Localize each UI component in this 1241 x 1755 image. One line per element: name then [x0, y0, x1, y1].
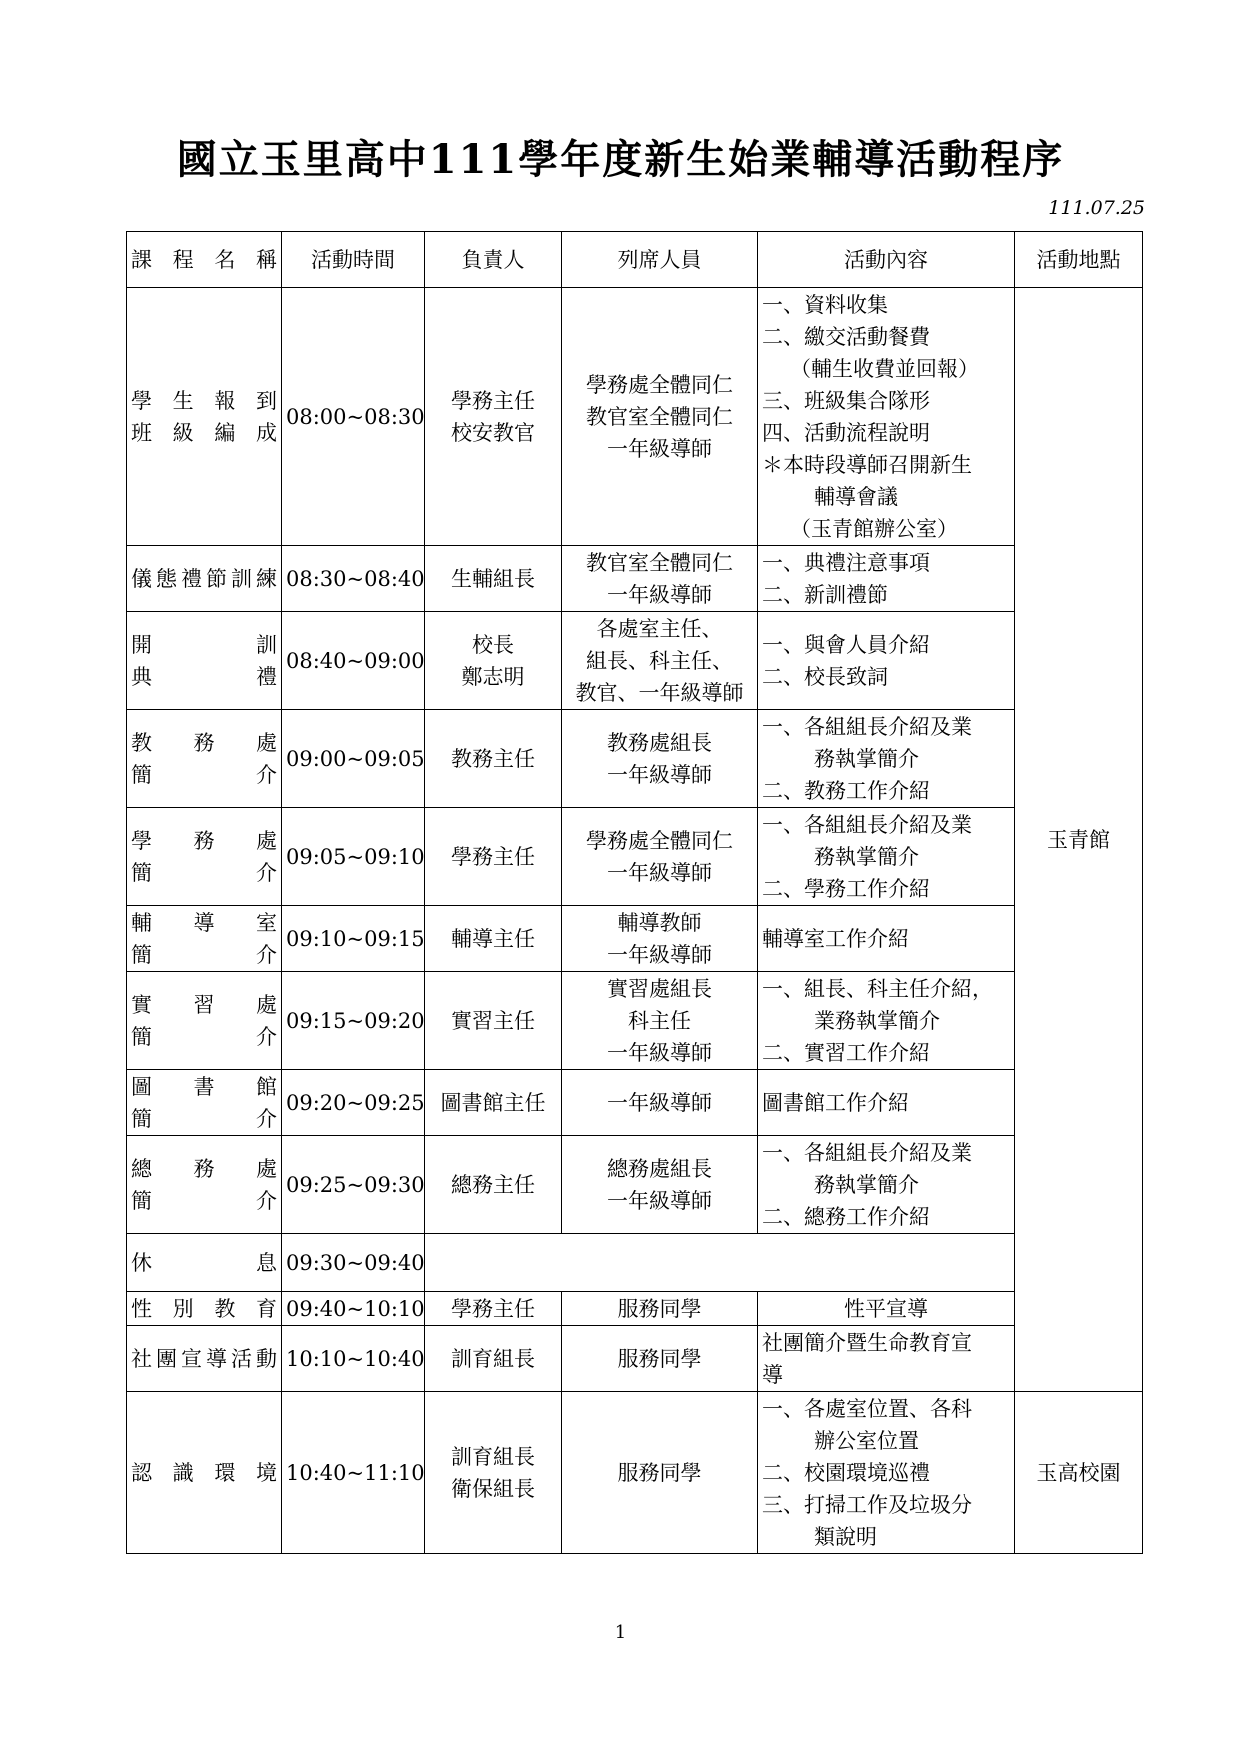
activity-content: 一、資料收集 二、繳交活動餐費 （輔生收費並回報） 三、班級集合隊形 四、活動流程說明 ＊本時段導師召開新生 輔導會議 （玉青館辦公室）: [758, 288, 1015, 546]
document-title: 國立玉里高中111學年度新生始業輔導活動程序: [176, 136, 1065, 183]
table-row: [127, 972, 1143, 1070]
course-name: 開 訓 典 禮: [127, 612, 282, 710]
owner: 學務主任: [425, 1292, 562, 1326]
owner: 校長 鄭志明: [425, 612, 562, 710]
course-name: 休 息: [127, 1234, 282, 1292]
table-row: [127, 1136, 1143, 1234]
table-row: [127, 1070, 1143, 1136]
table-row: [127, 288, 1143, 546]
table-row: [127, 808, 1143, 906]
activity-time: 09:10~09:15: [282, 906, 425, 972]
activity-content: 一、組長、科主任介紹， 業務執掌簡介 二、實習工作介紹: [758, 972, 1015, 1070]
activity-content: 一、與會人員介紹 二、校長致詞: [758, 612, 1015, 710]
course-name: 實 習 處 簡 介: [127, 972, 282, 1070]
owner: 總務主任: [425, 1136, 562, 1234]
activity-time: 09:25~09:30: [282, 1136, 425, 1234]
course-name: 總 務 處 簡 介: [127, 1136, 282, 1234]
header-attend: 列席人員: [562, 232, 758, 288]
attendees: 總務處組長 一年級導師: [562, 1136, 758, 1234]
attendees: 教務處組長 一年級導師: [562, 710, 758, 808]
attendees: 服務同學: [562, 1292, 758, 1326]
attendees: 實習處組長 科主任 一年級導師: [562, 972, 758, 1070]
table-row: [127, 1292, 1143, 1326]
activity-content: 圖書館工作介紹: [758, 1070, 1015, 1136]
header-content: 活動內容: [758, 232, 1015, 288]
activity-content: 一、各組組長介紹及業 務執掌簡介 二、教務工作介紹: [758, 710, 1015, 808]
owner: 學務主任: [425, 808, 562, 906]
course-name: 學 務 處 簡 介: [127, 808, 282, 906]
course-name: 儀態禮節訓練: [127, 546, 282, 612]
header-owner: 負責人: [425, 232, 562, 288]
header-course: 課 程 名 稱: [127, 232, 282, 288]
table-row: [127, 1326, 1143, 1392]
table-row: [127, 1234, 1143, 1292]
attendees: 服務同學: [562, 1392, 758, 1554]
activity-content: 一、各組組長介紹及業 務執掌簡介 二、學務工作介紹: [758, 808, 1015, 906]
owner: 訓育組長: [425, 1326, 562, 1392]
course-name: 性 別 教 育: [127, 1292, 282, 1326]
attendees: 學務處全體同仁 一年級導師: [562, 808, 758, 906]
activity-content: 社團簡介暨生命教育宣 導: [758, 1326, 1015, 1392]
header-location: 活動地點: [1015, 232, 1143, 288]
attendees: 一年級導師: [562, 1070, 758, 1136]
table-row: [127, 546, 1143, 612]
attendees: 學務處全體同仁 教官室全體同仁 一年級導師: [562, 288, 758, 546]
course-name: 輔 導 室 簡 介: [127, 906, 282, 972]
table-row: [127, 710, 1143, 808]
activity-time: 09:05~09:10: [282, 808, 425, 906]
location-campus: 玉高校園: [1015, 1392, 1143, 1554]
activity-time: 09:15~09:20: [282, 972, 425, 1070]
owner: 訓育組長 衛保組長: [425, 1392, 562, 1554]
activity-time: 09:20~09:25: [282, 1070, 425, 1136]
activity-time: 09:00~09:05: [282, 710, 425, 808]
table-row: [127, 612, 1143, 710]
attendees: 服務同學: [562, 1326, 758, 1392]
activity-time: 09:40~10:10: [282, 1292, 425, 1326]
activity-time: 10:10~10:40: [282, 1326, 425, 1392]
schedule-table: [126, 231, 1143, 1554]
activity-time: 08:30~08:40: [282, 546, 425, 612]
activity-content: 一、各處室位置、各科 辦公室位置 二、校園環境巡禮 三、打掃工作及垃圾分 類說明: [758, 1392, 1015, 1554]
page-number: 1: [614, 1622, 627, 1643]
owner: 實習主任: [425, 972, 562, 1070]
owner: 學務主任 校安教官: [425, 288, 562, 546]
location-main: 玉青館: [1015, 288, 1143, 1392]
activity-time: 08:00~08:30: [282, 288, 425, 546]
owner: 生輔組長: [425, 546, 562, 612]
table-row: [127, 1392, 1143, 1554]
course-name: 認 識 環 境: [127, 1392, 282, 1554]
table-header-row: [127, 232, 1143, 288]
attendees: 輔導教師 一年級導師: [562, 906, 758, 972]
activity-content: 一、各組組長介紹及業 務執掌簡介 二、總務工作介紹: [758, 1136, 1015, 1234]
table-row: [127, 906, 1143, 972]
activity-content: 性平宣導: [758, 1292, 1015, 1326]
attendees: 各處室主任、 組長、科主任、 教官、一年級導師: [562, 612, 758, 710]
course-name: 社團宣導活動: [127, 1326, 282, 1392]
activity-content: 一、典禮注意事項 二、新訓禮節: [758, 546, 1015, 612]
owner: 圖書館主任: [425, 1070, 562, 1136]
header-time: 活動時間: [282, 232, 425, 288]
course-name: 教 務 處 簡 介: [127, 710, 282, 808]
owner: 教務主任: [425, 710, 562, 808]
activity-time: 09:30~09:40: [282, 1234, 425, 1292]
attendees: 教官室全體同仁 一年級導師: [562, 546, 758, 612]
activity-time: 10:40~11:10: [282, 1392, 425, 1554]
owner: 輔導主任: [425, 906, 562, 972]
empty-merged-cell: [425, 1234, 1015, 1292]
course-name: 圖 書 館 簡 介: [127, 1070, 282, 1136]
activity-time: 08:40~09:00: [282, 612, 425, 710]
activity-content: 輔導室工作介紹: [758, 906, 1015, 972]
document-date: 111.07.25: [1048, 197, 1145, 219]
course-name: 學 生 報 到 班 級 編 成: [127, 288, 282, 546]
